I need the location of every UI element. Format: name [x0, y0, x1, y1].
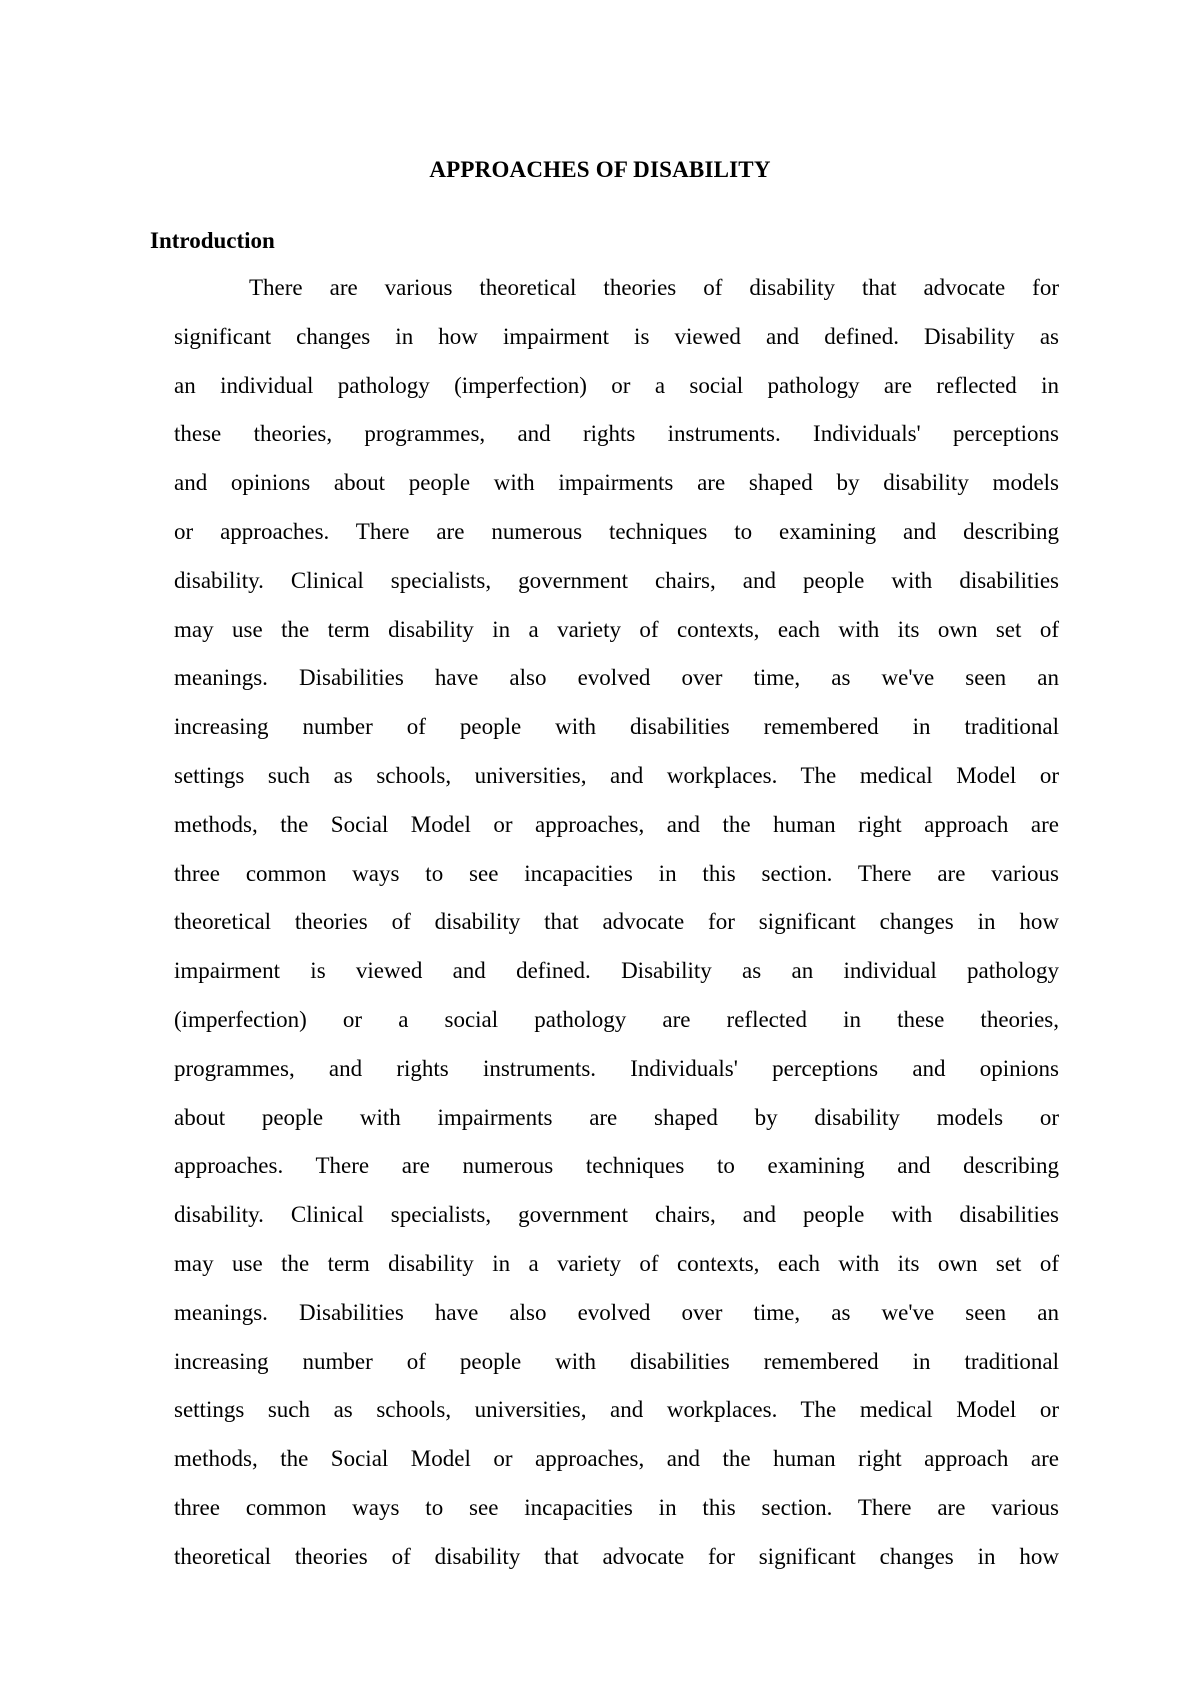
text-line: programmes, and rights instruments. Individuals' perceptions and opinions [174, 1055, 1059, 1081]
text-line: three common ways to see incapacities in this section. There are various [174, 1494, 1059, 1520]
text-line: settings such as schools, universities, and workplaces. The medical Model or [174, 1397, 1059, 1423]
text-line: meanings. Disabilities have also evolved over time, as we've seen an [174, 1299, 1059, 1325]
text-line: (imperfection) or a social pathology are reflected in these theories, [174, 1006, 1059, 1032]
text-line: may use the term disability in a variety of contexts, each with its own set of [174, 1250, 1059, 1276]
text-line: an individual pathology (imperfection) or a social pathology are reflected in [174, 372, 1059, 398]
text-line: theoretical theories of disability that advocate for significant changes in how [174, 1543, 1059, 1569]
text-line: methods, the Social Model or approaches, and the human right approach are [174, 1446, 1059, 1472]
section-heading: Introduction [150, 228, 275, 253]
text-line: and opinions about people with impairments are shaped by disability models [174, 470, 1059, 496]
text-line: three common ways to see incapacities in this section. There are various [174, 860, 1059, 886]
text-line: settings such as schools, universities, and workplaces. The medical Model or [174, 762, 1059, 788]
text-line: may use the term disability in a variety of contexts, each with its own set of [174, 616, 1059, 642]
text-line: methods, the Social Model or approaches, and the human right approach are [174, 811, 1059, 837]
text-line: about people with impairments are shaped by disability models or [174, 1104, 1059, 1130]
document-title: APPROACHES OF DISABILITY [429, 157, 771, 182]
text-line: increasing number of people with disabilities remembered in traditional [174, 1348, 1059, 1374]
text-line: theoretical theories of disability that advocate for significant changes in how [174, 909, 1059, 935]
text-line: disability. Clinical specialists, government chairs, and people with disabilities [174, 567, 1059, 593]
text-line: impairment is viewed and defined. Disability as an individual pathology [174, 958, 1059, 984]
text-line: these theories, programmes, and rights instruments. Individuals' perceptions [174, 421, 1059, 447]
text-line: disability. Clinical specialists, government chairs, and people with disabilities [174, 1202, 1059, 1228]
text-line: significant changes in how impairment is viewed and defined. Disability as [174, 323, 1059, 349]
text-line: or approaches. There are numerous techniques to examining and describing [174, 518, 1059, 544]
body-paragraph [174, 273, 1059, 1591]
text-line: There are various theoretical theories of disability that advocate for [249, 275, 1059, 300]
text-line: increasing number of people with disabilities remembered in traditional [174, 714, 1059, 740]
text-line: meanings. Disabilities have also evolved over time, as we've seen an [174, 665, 1059, 691]
text-line: approaches. There are numerous techniques to examining and describing [174, 1153, 1059, 1179]
